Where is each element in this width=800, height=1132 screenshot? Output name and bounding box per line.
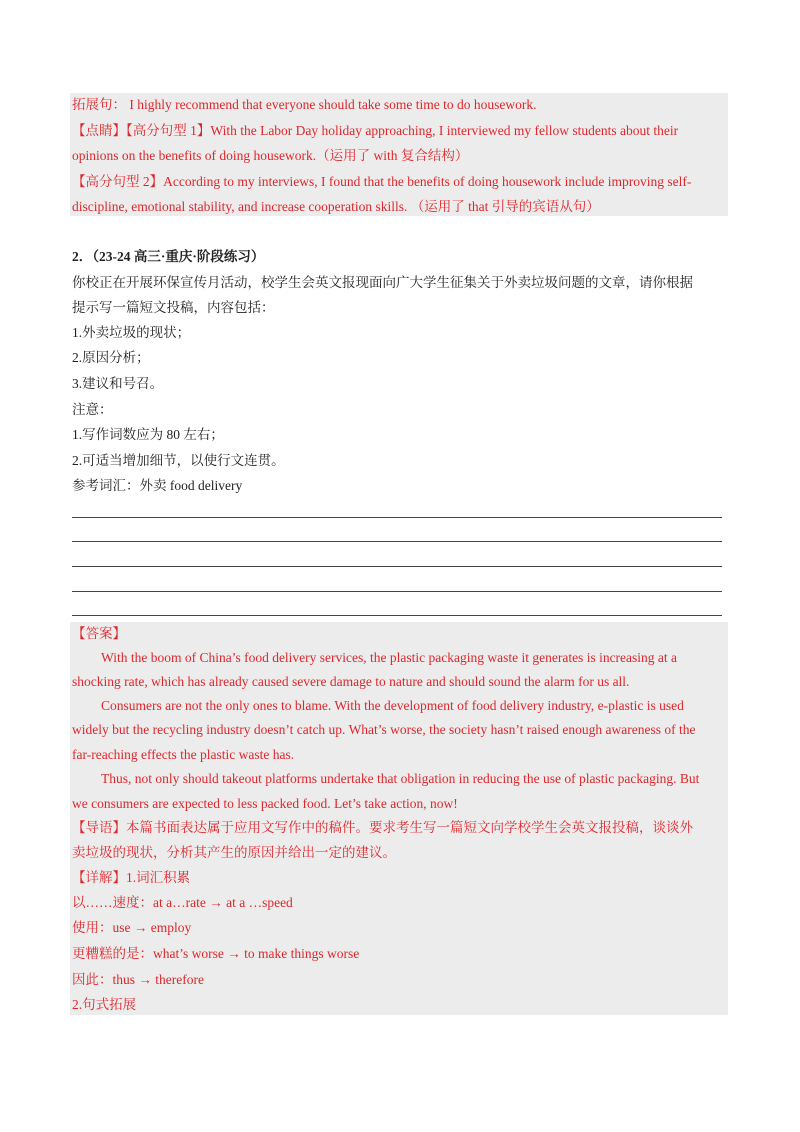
writing-line [72,541,722,542]
vocab-item: 因此：thus → therefore [72,972,204,987]
requirement-item: 2.原因分析； [72,350,150,365]
note-title: 注意： [72,402,113,417]
writing-line [72,615,722,616]
vocab-item: 以……速度：at a…rate → at a …speed [72,895,293,910]
question-heading [72,248,264,266]
note-item: 1.写作词数应为 80 左右； [72,427,224,442]
writing-line [72,566,722,567]
writing-line [72,591,722,592]
sentence-expansion-heading: 2.句式拓展 [72,997,137,1012]
answer-paragraph-2: Consumers are not the only ones to blame. With the development of food delivery industry, e-plastic is used [101,698,684,713]
reference-vocabulary: 参考词汇：外卖 food delivery [72,478,243,493]
highlight-sentence-1: 【点睛】【高分句型 1】With the Labor Day holiday approaching, I interviewed my fellow students about their [72,123,679,138]
highlight-sentence-1-cont: opinions on the benefits of doing housework.（运用了 with 复合结构） [72,148,469,163]
guide-text: 【导语】本篇书面表达属于应用文写作中的稿件。要求考生写一篇短文向学校学生会英文报投稿，谈谈外 [72,820,693,835]
question-number: 2． [72,249,93,264]
requirement-item: 3.建议和号召。 [72,376,164,391]
note-item: 2.可适当增加细节，以使行文连贯。 [72,453,285,468]
question-prompt-cont: 提示写一篇短文投稿，内容包括： [72,300,275,315]
requirement-item: 1.外卖垃圾的现状； [72,325,191,340]
answer-paragraph-3-cont: we consumers are expected to less packed food. Let’s take action, now! [72,796,458,811]
guide-text-cont: 卖垃圾的现状，分析其产生的原因并给出一定的建议。 [72,845,396,860]
vocab-item: 使用：use → employ [72,920,192,935]
question-source: （23-24 高三·重庆·阶段练习） [92,249,265,264]
answer-label: 【答案】 [72,626,126,641]
answer-paragraph-2-cont: far-reaching effects the plastic waste has. [72,747,295,762]
answer-paragraph-3: Thus, not only should takeout platforms undertake that obligation in reducing the use of plastic packaging. But [101,771,700,786]
extension-sentence: 拓展句： I highly recommend that everyone should take some time to do housework. [72,97,537,112]
detail-heading: 【详解】1.词汇积累 [72,870,191,885]
vocab-item: 更糟糕的是：what’s worse → to make things worse [72,946,360,961]
highlight-sentence-2: 【高分句型 2】According to my interviews, I found that the benefits of doing housework include improving self- [72,174,692,189]
writing-line [72,517,722,518]
question-prompt: 你校正在开展环保宣传月活动，校学生会英文报现面向广大学生征集关于外卖垃圾问题的文章，请你根据 [72,275,693,290]
answer-paragraph-1-cont: shocking rate, which has already caused severe damage to nature and should sound the alarm for us all. [72,674,630,689]
highlight-sentence-2-cont: discipline, emotional stability, and increase cooperation skills. （运用了 that 引导的宾语从句） [72,199,600,214]
answer-paragraph-1: With the boom of China’s food delivery services, the plastic packaging waste it generates is increasing at a [101,650,678,665]
answer-paragraph-2-cont: widely but the recycling industry doesn’t catch up. What’s worse, the society hasn’t raised enough awareness of the [72,722,696,737]
